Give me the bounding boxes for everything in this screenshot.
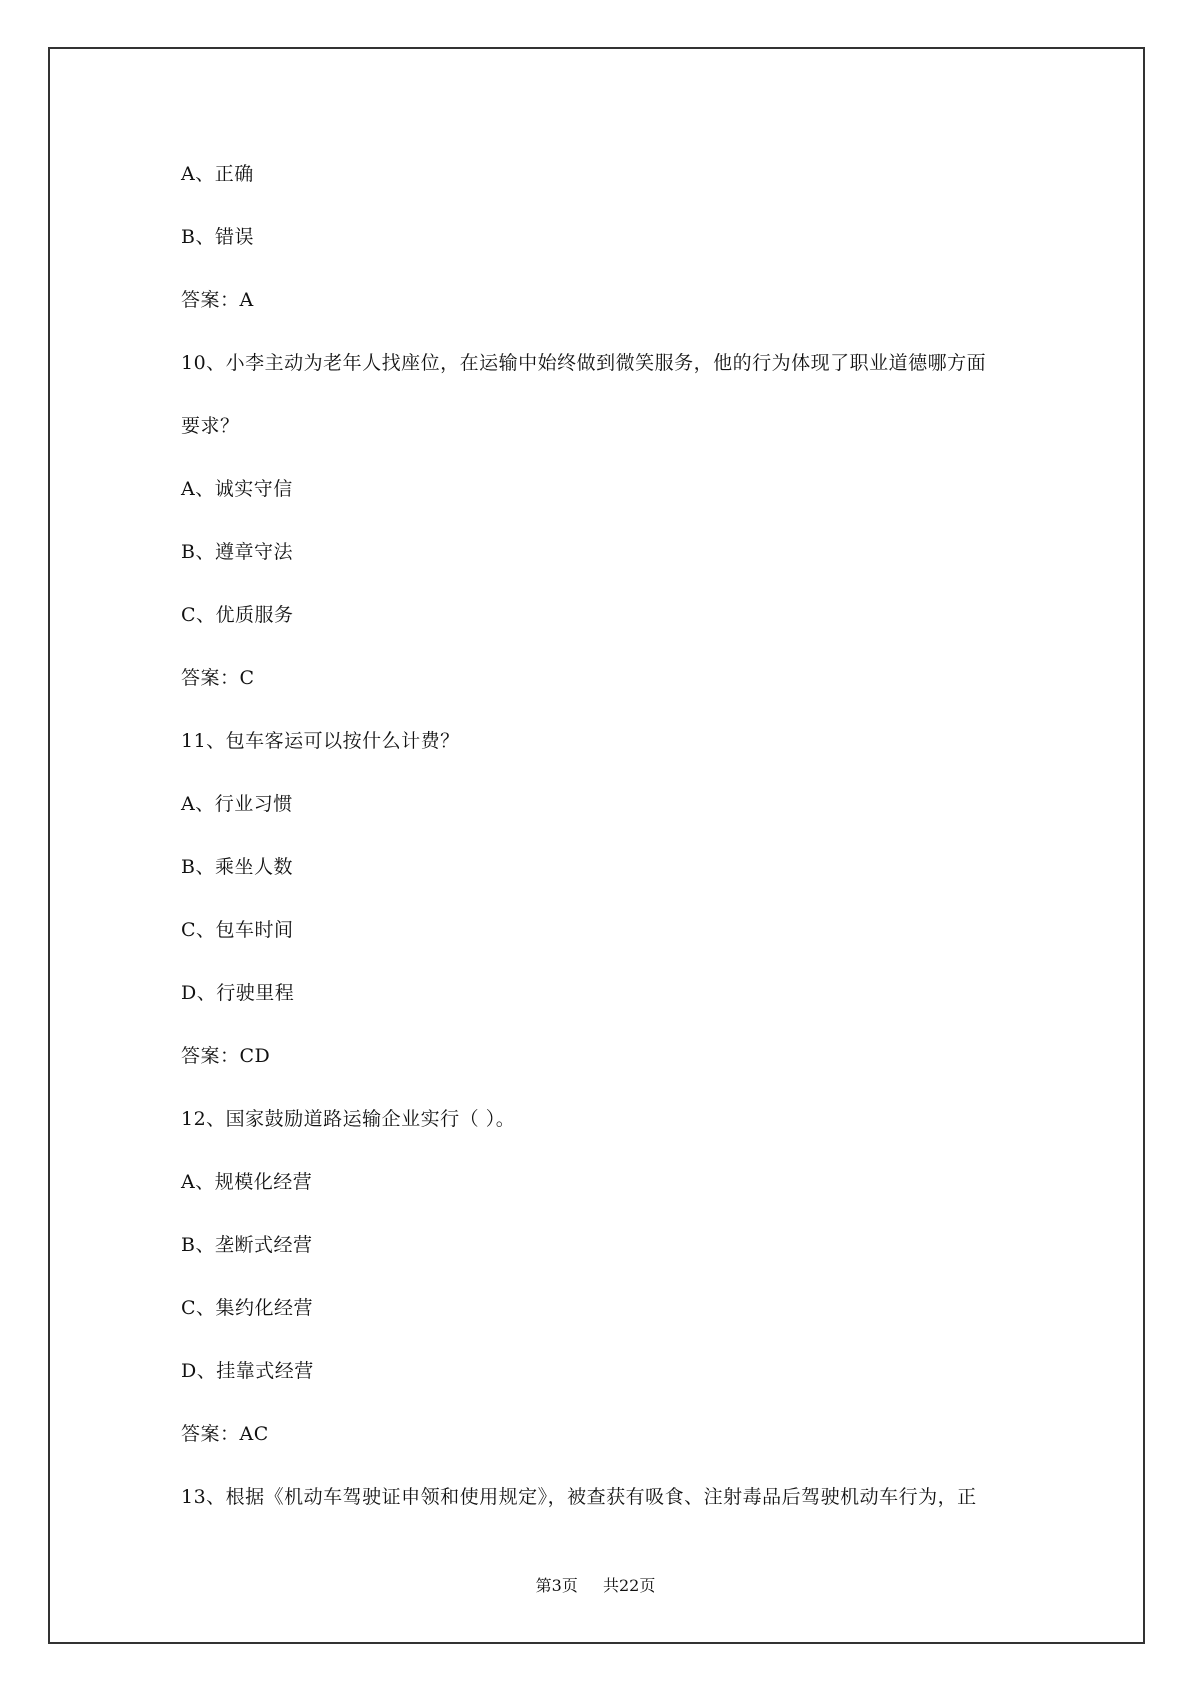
- page-border: [48, 47, 1145, 1644]
- option-line: B、遵章守法: [181, 541, 293, 563]
- option-line: A、正确: [181, 163, 254, 185]
- option-line: B、乘坐人数: [181, 856, 293, 878]
- question-line: 11、包车客运可以按什么计费？: [181, 730, 460, 752]
- page-footer: [0, 1576, 1191, 1596]
- question-line: 10、小李主动为老年人找座位，在运输中始终做到微笑服务，他的行为体现了职业道德哪方面: [181, 352, 987, 374]
- question-line: 要求？: [181, 415, 240, 437]
- option-line: D、行驶里程: [181, 982, 295, 1004]
- page-total: 共22页: [602, 1576, 656, 1595]
- option-line: A、行业习惯: [181, 793, 293, 815]
- answer-line: 答案：AC: [181, 1423, 269, 1445]
- option-line: B、垄断式经营: [181, 1234, 313, 1256]
- question-line: 12、国家鼓励道路运输企业实行（ ）。: [181, 1108, 516, 1130]
- option-line: A、规模化经营: [181, 1171, 313, 1193]
- answer-line: 答案：CD: [181, 1045, 271, 1067]
- option-line: D、挂靠式经营: [181, 1360, 314, 1382]
- option-line: A、诚实守信: [181, 478, 293, 500]
- option-line: C、优质服务: [181, 604, 294, 626]
- option-line: C、包车时间: [181, 919, 294, 941]
- page-number: 第3页: [535, 1576, 578, 1595]
- option-line: C、集约化经营: [181, 1297, 314, 1319]
- option-line: B、错误: [181, 226, 254, 248]
- answer-line: 答案：A: [181, 289, 254, 311]
- answer-line: 答案：C: [181, 667, 255, 689]
- question-line: 13、根据《机动车驾驶证申领和使用规定》，被查获有吸食、注射毒品后驾驶机动车行为，正: [181, 1486, 977, 1508]
